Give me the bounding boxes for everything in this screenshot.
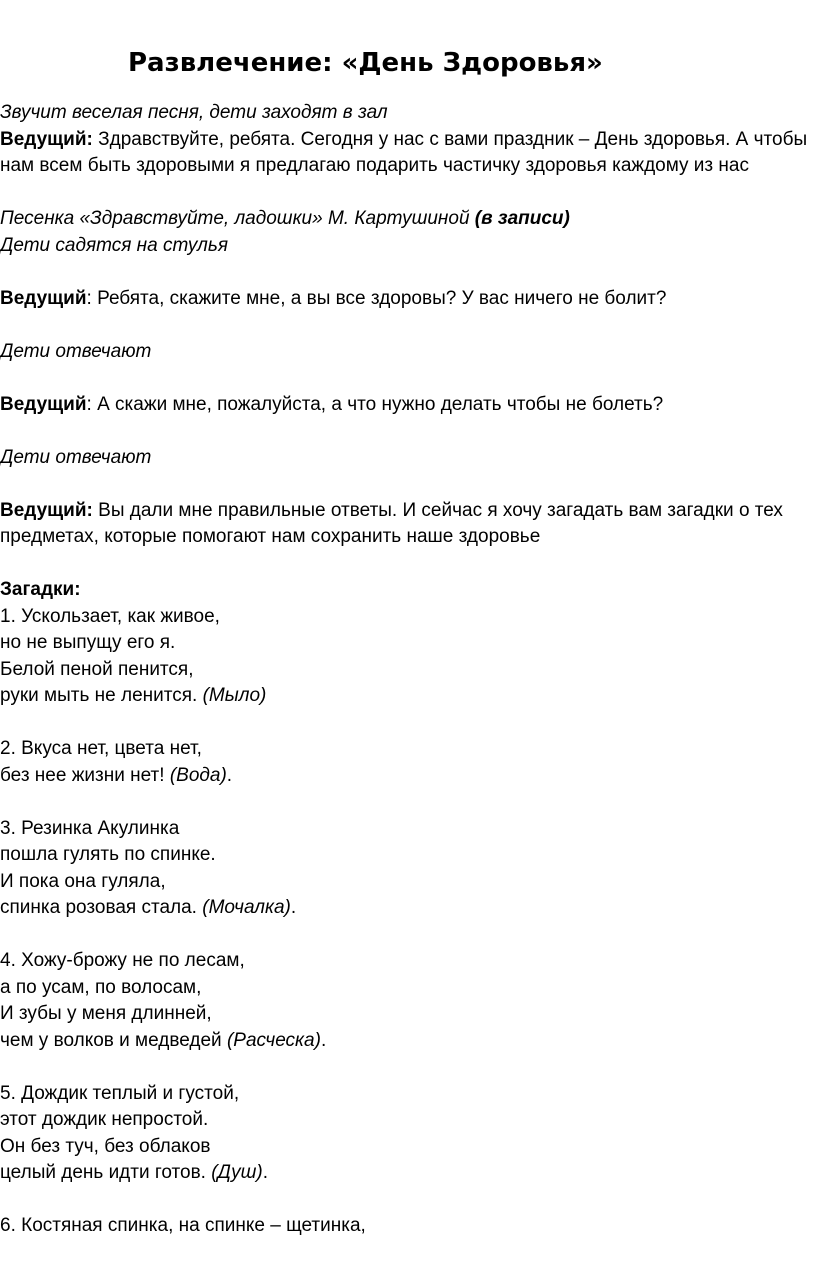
riddle-line: 1. Ускользает, как живое, — [0, 605, 220, 627]
stage-direction: Звучит веселая песня, дети заходят в зал — [0, 102, 388, 123]
host-line — [0, 392, 812, 419]
stage-direction: Дети отвечают — [0, 446, 152, 468]
riddle-line — [0, 1028, 812, 1055]
speech-text: : А скажи мне, пожалуйста, а что нужно делать чтобы не болеть? — [86, 393, 664, 415]
stage-direction: Дети отвечают — [0, 340, 152, 362]
riddle-line-text: спинка розовая стала. — [0, 897, 203, 918]
riddle — [0, 736, 812, 789]
riddle — [0, 1081, 812, 1187]
riddle — [0, 948, 812, 1054]
riddle-tail: . — [290, 897, 297, 918]
riddle-line — [0, 895, 812, 922]
riddle-answer: (Мочалка) — [202, 897, 291, 918]
riddle-tail: . — [320, 1029, 327, 1051]
riddle-line: 5. Дождик теплый и густой, — [0, 1082, 240, 1104]
riddle-line: 6. Костяная спинка, на спинке – щетинка, — [0, 1215, 366, 1236]
song-line — [0, 206, 812, 233]
riddles-heading: Загадки: — [0, 579, 81, 600]
riddle-line: И пока она гуляла, — [0, 870, 166, 892]
song-note: (в записи) — [469, 208, 570, 229]
riddle-tail: . — [262, 1162, 269, 1183]
riddle-line — [0, 683, 812, 710]
host-line — [0, 498, 812, 551]
riddle-line: 2. Вкуса нет, цвета нет, — [0, 738, 202, 759]
speaker-label: Ведущий — [0, 393, 87, 415]
riddle-line: пошла гулять по спинке. — [0, 844, 216, 865]
speaker-label: Ведущий: — [0, 128, 93, 150]
document-title: Развлечение: «День Здоровья» — [128, 48, 603, 78]
riddle — [0, 1213, 812, 1240]
riddle-line: а по усам, по волосам, — [0, 976, 202, 998]
riddle-line-text: целый день идти готов. — [0, 1162, 212, 1183]
host-line — [0, 286, 812, 313]
riddle-line — [0, 1160, 812, 1187]
riddle-line-text: чем у волков и медведей — [0, 1029, 227, 1051]
riddle-answer: (Мыло) — [202, 685, 267, 706]
riddle-line — [0, 763, 812, 790]
speaker-label: Ведущий — [0, 287, 87, 309]
speech-text: : Ребята, скажите мне, а вы все здоровы? У вас ничего не болит? — [86, 287, 667, 309]
document-body — [0, 100, 812, 1240]
host-line — [0, 127, 812, 180]
riddle-tail: . — [226, 764, 233, 786]
speech-text: Здравствуйте, ребята. Сегодня у нас с вами праздник – День здоровья. А чтобы нам всем быть здоровыми я предлагаю подарить частичку здоровья каждому из нас — [0, 128, 808, 176]
riddle-line: Он без туч, без облаков — [0, 1135, 211, 1157]
riddle — [0, 816, 812, 922]
riddle-line: но не выпущу его я. — [0, 632, 176, 653]
riddle-answer: (Вода) — [169, 764, 227, 786]
riddle-line-text: без нее жизни нет! — [0, 764, 170, 786]
speech-text: Вы дали мне правильные ответы. И сейчас я хочу загадать вам загадки о тех предметах, которые помогают нам сохранить наше здоровье — [0, 499, 783, 547]
riddle-line: 3. Резинка Акулинка — [0, 817, 180, 839]
riddle-line: Белой пеной пенится, — [0, 658, 194, 680]
riddle-line-text: руки мыть не ленится. — [0, 685, 203, 706]
stage-direction: Дети садятся на стулья — [0, 234, 229, 256]
speaker-label: Ведущий: — [0, 499, 93, 521]
riddle-line: 4. Хожу-брожу не по лесам, — [0, 950, 245, 971]
riddle-answer: (Расческа) — [226, 1029, 321, 1051]
riddle-answer: (Душ) — [211, 1162, 263, 1183]
riddle-line: этот дождик непростой. — [0, 1109, 209, 1130]
riddle — [0, 604, 812, 710]
riddle-line: И зубы у меня длинней, — [0, 1003, 212, 1024]
song-title: Песенка «Здравствуйте, ладошки» М. Картушиной — [0, 208, 470, 229]
